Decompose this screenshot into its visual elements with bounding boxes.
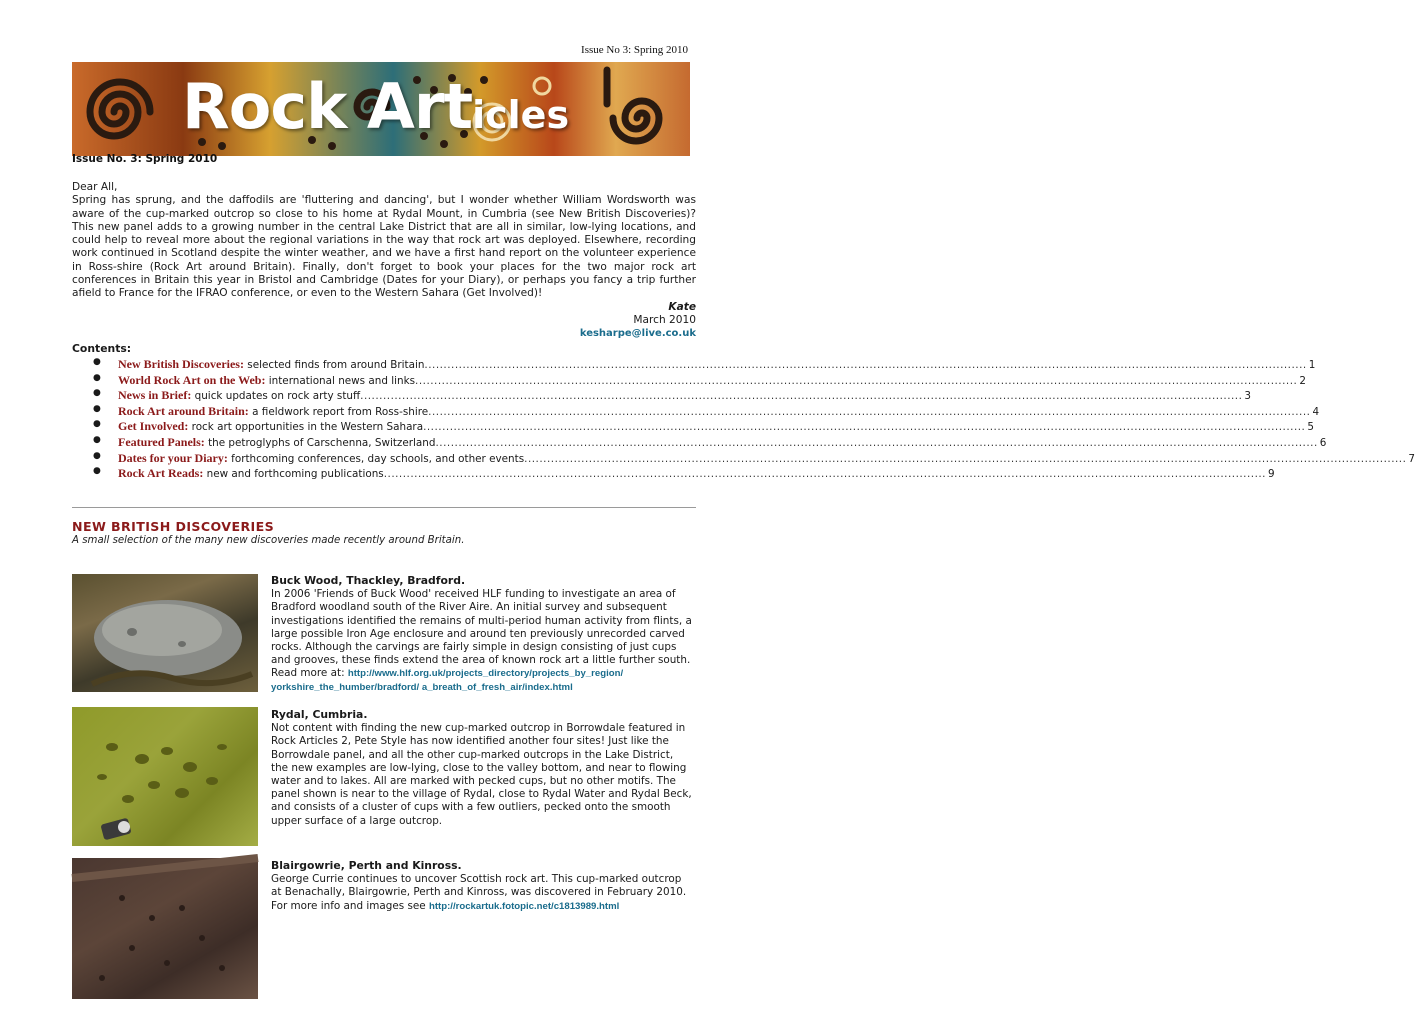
buck-wood-rock-photo — [72, 574, 258, 692]
issue-subtitle: Issue No. 3: Spring 2010 — [72, 153, 218, 165]
bullet-icon: ● — [93, 403, 101, 414]
hlf-project-link-continued[interactable]: yorkshire_the_humber/bradford/ a_breath_of_fresh_air/index.html — [271, 681, 573, 693]
entry-body: Not content with finding the new cup-marked outcrop in Borrowdale featured in Rock Articles 2, Pete Style has now identified another four sites! Just like the Borrowdale panel, and all the other cup-marked outcrops in the Lake District, the new examples are low-lying, close to the valley bottom, and near to flowing water and to lakes. All are marked with pecked cups, but no other motifs. The panel shown is near to the village of Rydal, close to Rydal Water and Rydal Beck, and consists of a cluster of cups with a few outliers, pecked onto the smooth upper surface of a large outcrop. — [271, 722, 692, 827]
toc-item[interactable]: ● World Rock Art on the Web: international news and links ..... 2 — [96, 373, 658, 389]
signature-name: Kate — [668, 300, 696, 313]
section-title: NEW BRITISH DISCOVERIES — [72, 519, 275, 534]
bullet-icon: ● — [93, 357, 101, 367]
read-more-label: Read more at: — [271, 667, 348, 680]
rydal-outcrop-photo — [72, 707, 258, 846]
entry-title: Rydal, Cumbria. — [271, 708, 368, 721]
bullet-icon: ● — [93, 466, 101, 477]
letter-body: Spring has sprung, and the daffodils are 'fluttering and dancing', but I wonder whether William Wordsworth was aware of the cup-marked outcrop so close to his home at Rydal Mount, in Cumbria (see New British Discoveries)? This new panel adds to a growing number in the central Lake District that are all in similar, low-lying locations, and could help to reveal more about the regional variations in the way that rock art was deployed. Elsewhere, recording work continued in Scotland despite the winter weather, and we have a first hand report on the volunteer experience in Ross-shire (Rock Art around Britain). Finally, don't forget to book your places for the two major rock art conferences in Britain this year in Bristol and Cambridge (Dates for your Diary), or perhaps you fancy a trip further afield to France for the IFRAO conference, or even to the Western Sahara (Get Involved)! — [72, 194, 696, 300]
entry-title: Blairgowrie, Perth and Kinross. — [271, 859, 462, 872]
toc-item[interactable]: ● Rock Art Reads: new and forthcoming publications ..... 9 — [96, 466, 658, 482]
hlf-project-link[interactable]: http://www.hlf.org.uk/projects_directory/projects_by_region/ — [347, 668, 624, 680]
bullet-icon: ● — [93, 388, 101, 399]
blairgowrie-outcrop-photo — [72, 858, 258, 999]
bullet-icon: ● — [93, 450, 101, 461]
toc-item[interactable]: ● Rock Art around Britain: a fieldwork report from Ross-shire ..... 4 — [96, 404, 658, 420]
contents-heading: Contents: — [72, 342, 132, 355]
bullet-icon: ● — [93, 419, 101, 430]
signature-date: March 2010 — [633, 313, 696, 326]
masthead-banner — [72, 62, 690, 156]
toc-item[interactable]: ● Get Involved: rock art opportunities in the Western Sahara ..... 5 — [96, 419, 658, 435]
toc-item[interactable]: ● New British Discoveries: selected finds from around Britain ..... 1 — [96, 357, 658, 373]
bullet-icon: ● — [93, 372, 101, 383]
section-divider — [72, 507, 696, 508]
discovery-entry-blairgowrie — [271, 859, 693, 913]
discovery-entry-buck-wood — [271, 574, 693, 694]
editor-letter — [72, 181, 696, 341]
more-info-label: For more info and images see — [271, 899, 429, 912]
entry-body: In 2006 'Friends of Buck Wood' received HLF funding to investigate an area of Bradford woodland south of the River Aire. An initial survey and subsequent investigations identified the remains of multi-period human activity from flints, a large possible Iron Age enclosure and around ten previously unrecorded carved rocks. Although the carvings are fairly simple in design consisting of just cups and grooves, these finds extend the area of known rock art a little further south. — [271, 588, 692, 667]
fotopic-link[interactable]: http://rockartuk.fotopic.net/c1813989.html — [428, 900, 620, 912]
email-link[interactable]: kesharpe@live.co.uk — [579, 328, 696, 340]
toc-item[interactable]: ● Featured Panels: the petroglyphs of Carschenna, Switzerland ..... 6 — [96, 435, 658, 451]
toc-item[interactable]: ● News in Brief: quick updates on rock arty stuff ..... 3 — [96, 388, 658, 404]
section-subtitle: A small selection of the many new discoveries made recently around Britain. — [72, 535, 465, 546]
salutation: Dear All, — [72, 181, 118, 193]
entry-body: George Currie continues to uncover Scottish rock art. This cup-marked outcrop at Benachally, Blairgowrie, Perth and Kinross, was discovered in February 2010. — [271, 873, 687, 899]
discovery-entry-rydal — [271, 708, 693, 828]
bullet-icon: ● — [93, 434, 101, 445]
masthead-title: Rock Articles — [182, 70, 570, 143]
table-of-contents — [93, 357, 1415, 482]
toc-item[interactable]: ● Dates for your Diary: forthcoming conferences, day schools, and other events ..... 7 — [96, 451, 658, 467]
entry-title: Buck Wood, Thackley, Bradford. — [271, 574, 466, 587]
issue-header-text: Issue No 3: Spring 2010 — [581, 44, 688, 56]
signature-block — [72, 301, 696, 341]
